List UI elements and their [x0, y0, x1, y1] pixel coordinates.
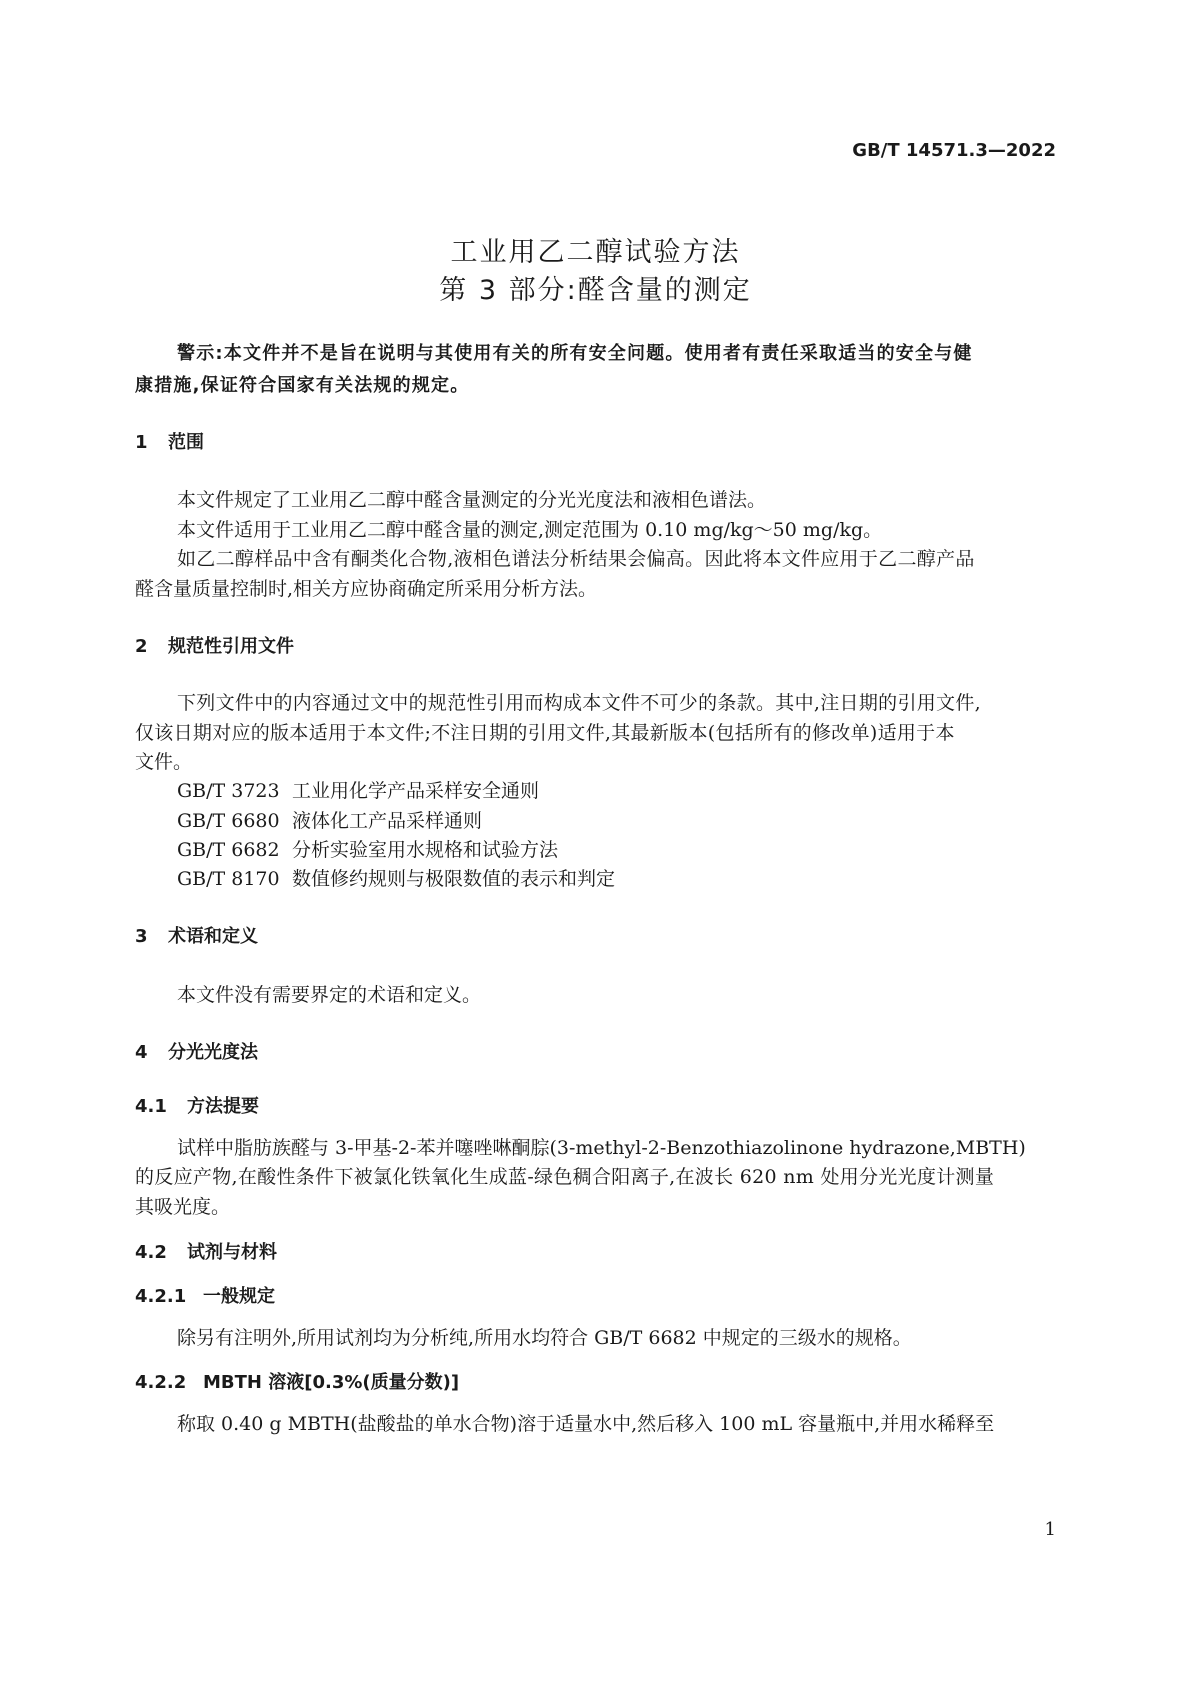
reference-title: 分析实验室用水规格和试验方法: [292, 839, 559, 861]
section-title: 一般规定: [203, 1286, 275, 1307]
reference-code: GB/T 6680: [177, 810, 280, 832]
section-number: 3: [135, 926, 148, 947]
reference-item: [177, 864, 615, 891]
paragraph-continuation: 的反应产物,在酸性条件下被氯化铁氧化生成蓝-绿色稠合阳离子,在波长 620 nm 处用分光光度计测量: [135, 1166, 995, 1188]
section-4-2-1-heading: [135, 1282, 275, 1308]
standard-number: GB/T 14571.3—2022: [852, 140, 1056, 161]
section-title: 方法提要: [187, 1096, 259, 1117]
section-4-heading: [135, 1038, 258, 1064]
section-number: 1: [135, 432, 148, 453]
section-title: 术语和定义: [168, 926, 258, 947]
section-number: 4.2: [135, 1242, 167, 1263]
paragraph: 试样中脂肪族醛与 3-甲基-2-苯并噻唑啉酮腙(3-methyl-2-Benzothiazolinone hydrazone,MBTH): [177, 1137, 1026, 1159]
reference-item: [177, 806, 482, 833]
paragraph: 下列文件中的内容通过文中的规范性引用而构成本文件不可少的条款。其中,注日期的引用文件,: [177, 692, 981, 714]
paragraph: 如乙二醇样品中含有酮类化合物,液相色谱法分析结果会偏高。因此将本文件应用于乙二醇产品: [177, 548, 975, 570]
reference-title: 液体化工产品采样通则: [292, 810, 483, 832]
document-title-line-1: 工业用乙二醇试验方法: [450, 237, 741, 268]
section-title: 范围: [168, 432, 204, 453]
page-number: 1: [1044, 1519, 1056, 1540]
paragraph-continuation: 文件。: [135, 751, 193, 773]
section-2-heading: [135, 632, 294, 658]
section-4-2-heading: [135, 1238, 277, 1264]
paragraph-continuation: 其吸光度。: [135, 1196, 231, 1218]
section-1-heading: [135, 428, 204, 454]
paragraph: 本文件没有需要界定的术语和定义。: [177, 984, 482, 1006]
paragraph: 称取 0.40 g MBTH(盐酸盐的单水合物)溶于适量水中,然后移入 100 mL 容量瓶中,并用水稀释至: [177, 1413, 995, 1435]
section-number: 4.2.2: [135, 1372, 187, 1393]
section-title: 分光光度法: [168, 1042, 258, 1063]
section-title: 规范性引用文件: [168, 636, 294, 657]
section-number: 4: [135, 1042, 148, 1063]
warning-line-2: 康措施,保证符合国家有关法规的规定。: [135, 375, 470, 396]
paragraph-continuation: 醛含量质量控制时,相关方应协商确定所采用分析方法。: [135, 578, 598, 600]
paragraph-continuation: 仅该日期对应的版本适用于本文件;不注日期的引用文件,其最新版本(包括所有的修改单)适用于本: [135, 722, 955, 744]
section-number: 4.1: [135, 1096, 167, 1117]
section-4-2-2-heading: [135, 1368, 459, 1394]
paragraph: 本文件适用于工业用乙二醇中醛含量的测定,测定范围为 0.10 mg/kg～50 mg/kg。: [177, 519, 883, 541]
reference-code: GB/T 6682: [177, 839, 280, 861]
section-title: 试剂与材料: [187, 1242, 277, 1263]
section-4-1-heading: [135, 1092, 259, 1118]
section-number: 2: [135, 636, 148, 657]
document-title-line-2: 第 3 部分:醛含量的测定: [439, 275, 752, 306]
reference-code: GB/T 8170: [177, 868, 280, 890]
reference-code: GB/T 3723: [177, 780, 280, 802]
reference-item: [177, 835, 558, 862]
reference-title: 工业用化学产品采样安全通则: [292, 780, 540, 802]
section-title: MBTH 溶液[0.3%(质量分数)]: [203, 1372, 460, 1393]
reference-title: 数值修约规则与极限数值的表示和判定: [292, 868, 616, 890]
reference-item: [177, 776, 539, 803]
warning-line-1: 警示:本文件并不是旨在说明与其使用有关的所有安全问题。使用者有责任采取适当的安全与健: [177, 343, 973, 364]
section-number: 4.2.1: [135, 1286, 187, 1307]
section-3-heading: [135, 922, 258, 948]
paragraph: 除另有注明外,所用试剂均为分析纯,所用水均符合 GB/T 6682 中规定的三级水的规格。: [177, 1327, 912, 1349]
paragraph: 本文件规定了工业用乙二醇中醛含量测定的分光光度法和液相色谱法。: [177, 489, 767, 511]
